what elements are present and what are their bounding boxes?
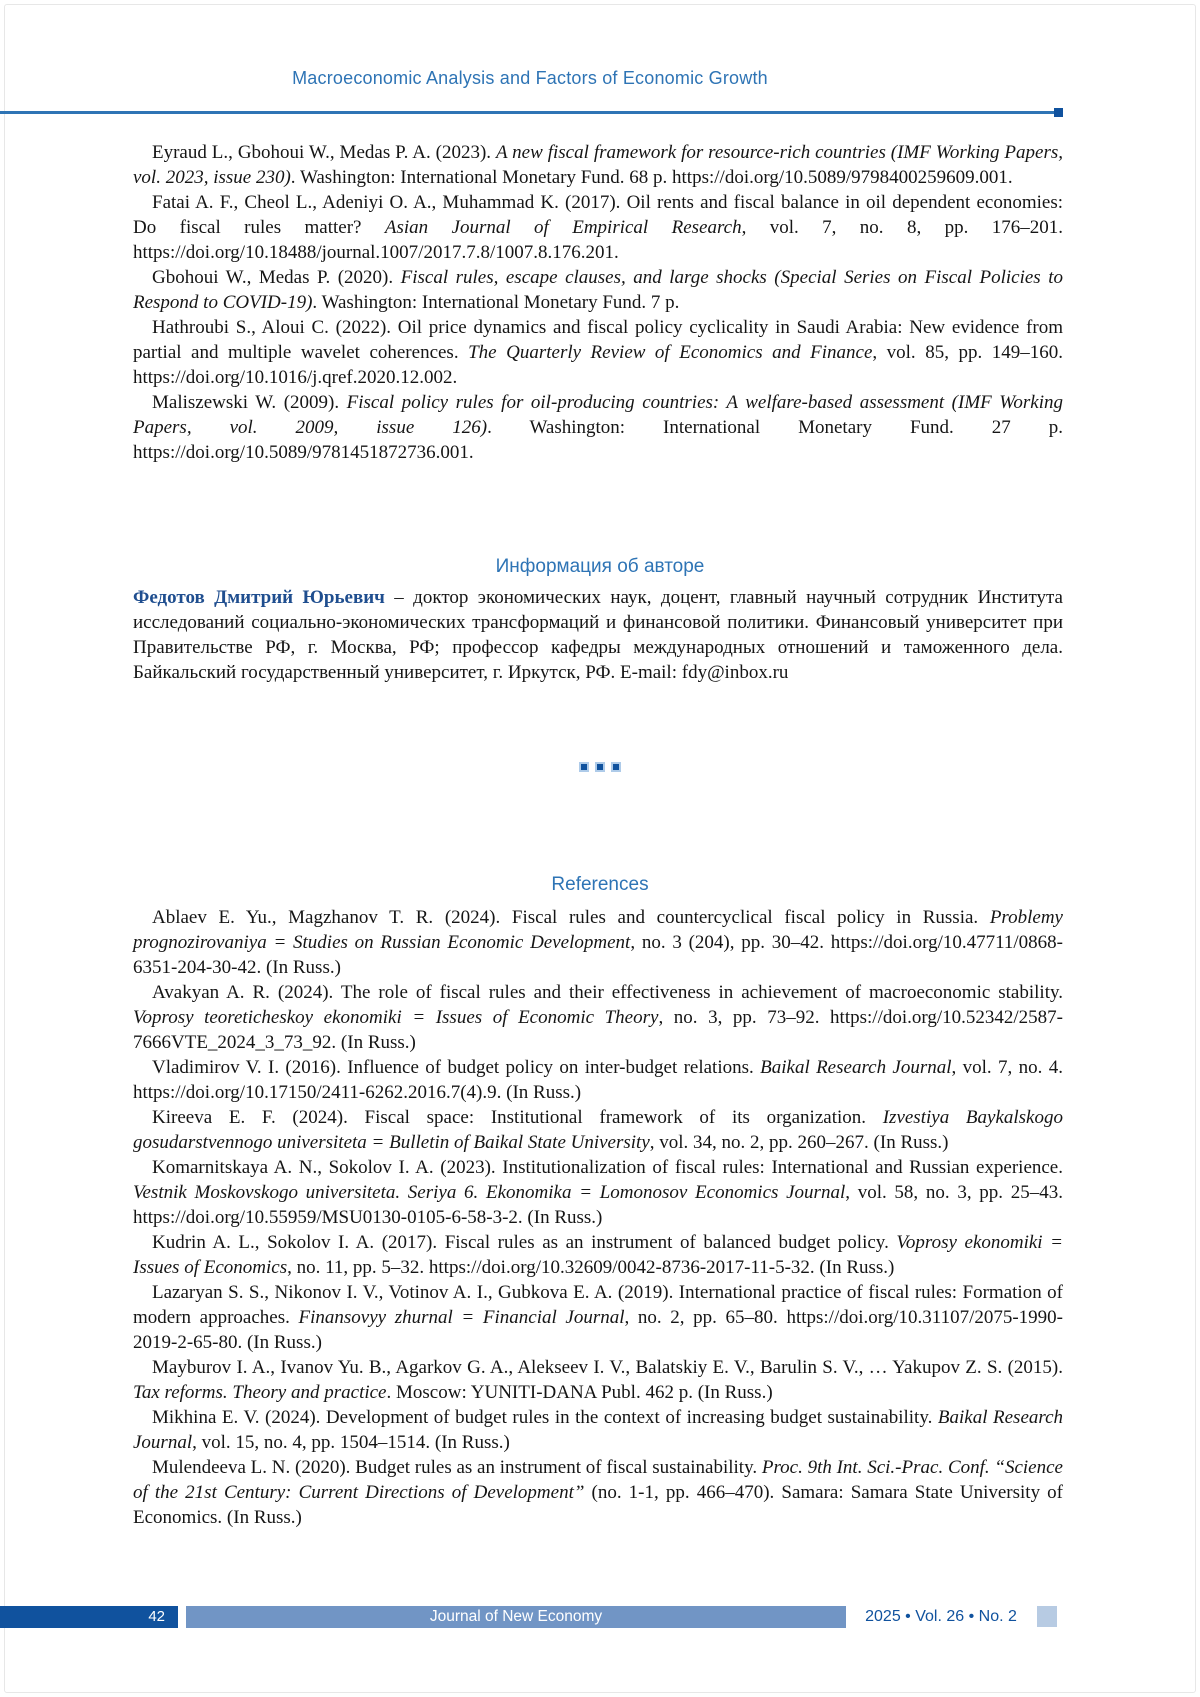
reference-entry: Mayburov I. A., Ivanov Yu. B., Agarkov G. A., Alekseev I. V., Balatskiy E. V., Barulin S. V., … Yakupov Z. S. (2015). Tax reforms. Theory and practice. Moscow: YUNITI-DANA Publ. 462 p. (In Russ.) [133,1357,1063,1403]
author-info-paragraph [133,585,1063,685]
separator-square-icon [613,764,619,770]
page-footer [0,1606,1200,1628]
author-bio-text: – доктор экономических наук, доцент, главный научный сотрудник Института исследований социально-экономических трансформаций и финансовой политики. Финансовый университет при Правительстве РФ, г. Москва, РФ; профессор кафедры международных отношений и таможенного дела. Байкальский государственный университет, г. Иркутск, РФ. E-mail: fdy@inbox.ru [133,587,1063,683]
reference-entry: Kireeva E. F. (2024). Fiscal space: Institutional framework of its organization. Izvestiya Baykalskogo gosudarstvennogo universiteta = Bulletin of Baikal State University, vol. 34, no. 2, pp. 260–267. (In Russ.) [133,1107,1063,1153]
section-separator [0,764,1200,770]
footer-accent-square [1037,1606,1057,1627]
references-list [133,905,1063,1530]
reference-entry: Mulendeeva L. N. (2020). Budget rules as an instrument of fiscal sustainability. Proc. 9th Int. Sci.-Prac. Conf. “Science of the 21st Century: Current Directions of Development” (no. 1-1, pp. 466–470). Samara: Samara State University of Economics. (In Russ.) [133,1457,1063,1528]
reference-entry: Fatai A. F., Cheol L., Adeniyi O. A., Muhammad K. (2017). Oil rents and fiscal balance in oil dependent economies: Do fiscal rules matter? Asian Journal of Empirical Research, vol. 7, no. 8, pp. 176–201. https://doi.org/10.18488/journal.1007/2017.7.8/1007.8.176.201. [133,192,1063,263]
header-rule-endcap [1054,108,1063,117]
reference-entry: Gbohoui W., Medas P. (2020). Fiscal rules, escape clauses, and large shocks (Special Series on Fiscal Policies to Respond to COVID-19). Washington: International Monetary Fund. 7 p. [133,267,1063,313]
footer-page-number: 42 [0,1606,178,1628]
running-title: Macroeconomic Analysis and Factors of Economic Growth [292,68,768,88]
separator-square-icon [597,764,603,770]
header-rule [0,111,1054,114]
reference-entry: Vladimirov V. I. (2016). Influence of budget policy on inter-budget relations. Baikal Research Journal, vol. 7, no. 4. https://doi.org/10.17150/2411-6262.2016.7(4).9. (In Russ.) [133,1057,1064,1103]
reference-entry: Ablaev E. Yu., Magzhanov T. R. (2024). Fiscal rules and countercyclical fiscal policy in Russia. Problemy prognozirovaniya = Studies on Russian Economic Development, no. 3 (204), pp. 30–42. https://doi.org/10.47711/0868-6351-204-30-42. (In Russ.) [133,907,1064,978]
reference-entry: Komarnitskaya A. N., Sokolov I. A. (2023). Institutionalization of fiscal rules: International and Russian experience. Vestnik Moskovskogo universiteta. Seriya 6. Ekonomika = Lomonosov Economics Journal, vol. 58, no. 3, pp. 25–43. https://doi.org/10.55959/MSU0130-0105-6-58-3-2. (In Russ.) [133,1157,1064,1228]
footer-journal-name: Journal of New Economy [186,1606,846,1628]
separator-square-icon [581,764,587,770]
reference-entry: Mikhina E. V. (2024). Development of budget rules in the context of increasing budget sustainability. Baikal Research Journal, vol. 15, no. 4, pp. 1504–1514. (In Russ.) [133,1407,1063,1453]
reference-entry: Kudrin A. L., Sokolov I. A. (2017). Fiscal rules as an instrument of balanced budget policy. Voprosy ekonomiki = Issues of Economics, no. 11, pp. 5–32. https://doi.org/10.32609/0042-8736-2017-11-5-32. (In Russ.) [133,1232,1063,1278]
author-name: Федотов Дмитрий Юрьевич [133,587,385,608]
references-heading: References [551,874,649,895]
reference-entry: Lazaryan S. S., Nikonov I. V., Votinov A. I., Gubkova E. A. (2019). International practice of fiscal rules: Formation of modern approaches. Finansovyy zhurnal = Financial Journal, no. 2, pp. 65–80. https://doi.org/10.31107/2075-1990-2019-2-65-80. (In Russ.) [133,1282,1063,1353]
reference-entry: Hathroubi S., Aloui C. (2022). Oil price dynamics and fiscal policy cyclicality in Saudi Arabia: New evidence from partial and multiple wavelet coherences. The Quarterly Review of Economics and Finance, vol. 85, pp. 149–160. https://doi.org/10.1016/j.qref.2020.12.002. [133,317,1063,388]
footer-issue-info: 2025 • Vol. 26 • No. 2 [865,1608,1017,1625]
author-info-heading: Информация об авторе [495,556,705,577]
reference-entry: Maliszewski W. (2009). Fiscal policy rules for oil-producing countries: A welfare-based assessment (IMF Working Papers, vol. 2009, issue 126). Washington: International Monetary Fund. 27 p. https://doi.org/10.5089/9781451872736.001. [133,392,1063,463]
reference-entry: Avakyan A. R. (2024). The role of fiscal rules and their effectiveness in achievement of macroeconomic stability. Voprosy teoreticheskoy ekonomiki = Issues of Economic Theory, no. 3, pp. 73–92. https://doi.org/10.52342/2587-7666VTE_2024_3_73_92. (In Russ.) [133,982,1063,1053]
references-continued-block [133,140,1063,465]
reference-entry: Eyraud L., Gbohoui W., Medas P. A. (2023). A new fiscal framework for resource-rich countries (IMF Working Papers, vol. 2023, issue 230). Washington: International Monetary Fund. 68 p. https://doi.org/10.5089/9798400259609.001. [133,142,1063,188]
